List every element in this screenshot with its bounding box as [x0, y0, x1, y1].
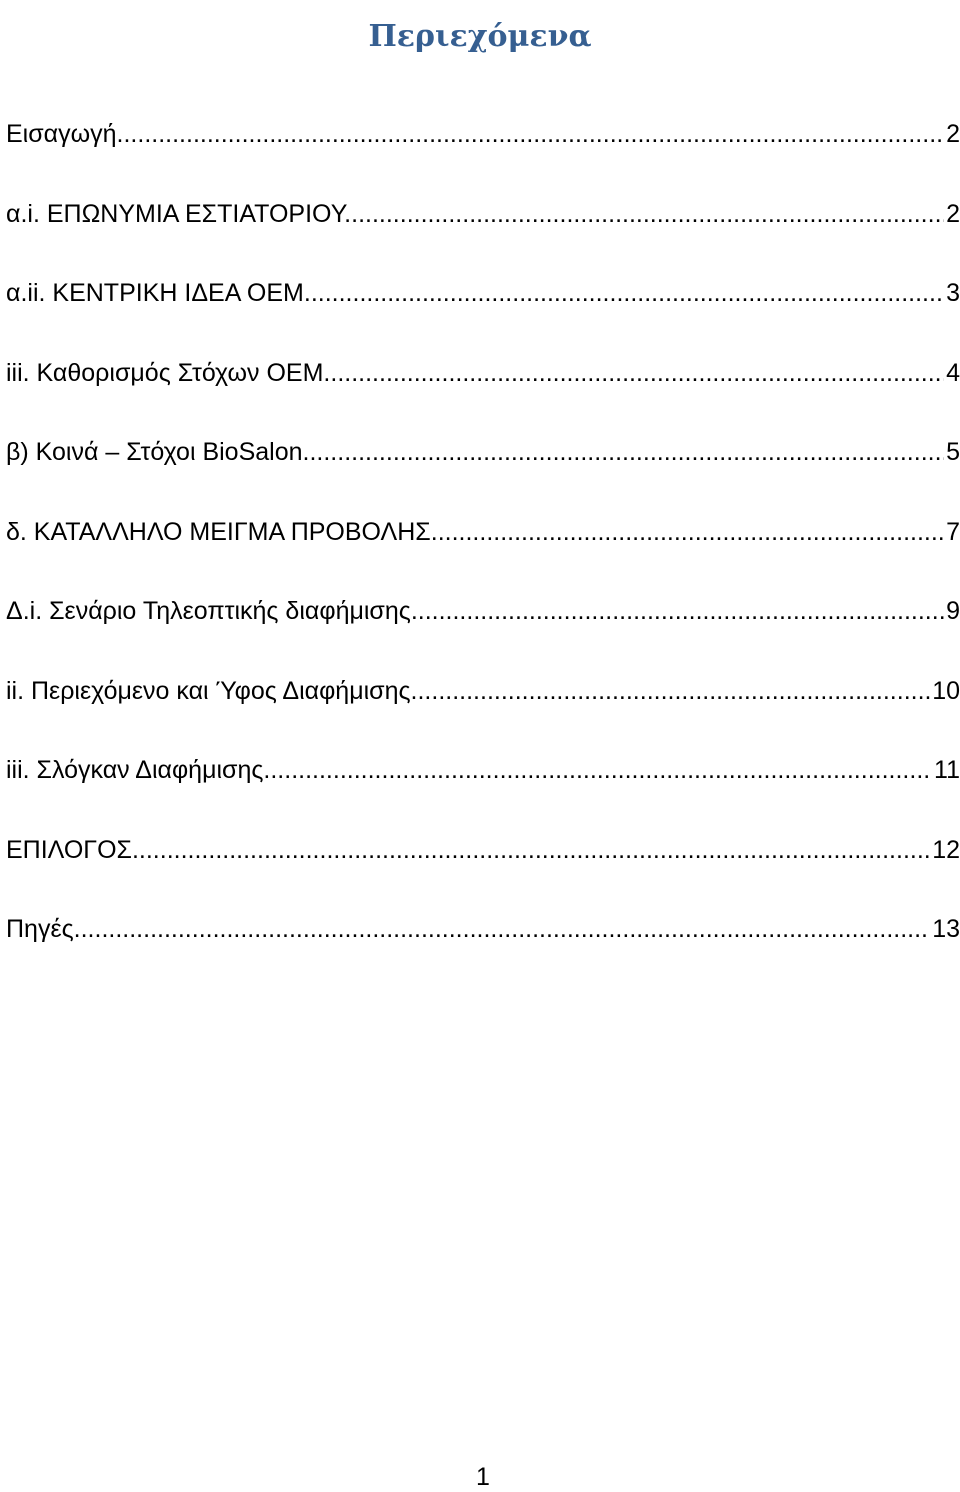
toc-dot-leader — [351, 194, 944, 234]
toc-entry-slogan[interactable] — [6, 750, 960, 830]
toc-entry-page: 10 — [932, 676, 960, 705]
toc-entry-page: 12 — [932, 835, 960, 864]
toc-entry-label: Πηγές. — [6, 915, 81, 943]
toc-entry-label: δ. ΚΑΤΑΛΛΗΛΟ ΜΕΙΓΜΑ ΠΡΟΒΟΛΗΣ — [6, 517, 431, 546]
toc-entry-epilogue[interactable] — [6, 830, 960, 910]
toc-entry-page: 4 — [946, 358, 960, 387]
toc-entry-label: β) Κοινά – Στόχοι BioSalon. — [6, 438, 310, 466]
toc-entry-label: Εισαγωγή. — [6, 120, 124, 148]
toc-dot-leader — [311, 273, 944, 313]
toc-entry-page: 2 — [946, 199, 960, 228]
toc-dot-leader — [330, 353, 944, 393]
toc-entry-label: α.ii. ΚΕΝΤΡΙΚΗ ΙΔΕΑ ΟΕΜ. — [6, 279, 311, 307]
toc-entry-label: ii. Περιεχόμενο και Ύφος Διαφήμισης. — [6, 676, 418, 705]
toc-entry-page: 11 — [934, 756, 960, 784]
toc-entry-page: 7 — [946, 517, 960, 546]
toc-entry-label: iii. Σλόγκαν Διαφήμισης. — [6, 756, 271, 784]
toc-title: Περιεχόμενα — [368, 19, 592, 55]
toc-entry-introduction[interactable] — [6, 114, 960, 194]
toc-entry-audiences[interactable] — [6, 432, 960, 512]
toc-dot-leader — [81, 909, 931, 949]
toc-entry-sources[interactable] — [6, 909, 960, 989]
toc-entry-page: 9 — [946, 597, 960, 625]
page-number: 1 — [476, 1463, 490, 1491]
toc-entry-label: α.i. ΕΠΩΝΥΜΙΑ ΕΣΤΙΑΤΟΡΙΟΥ. — [6, 199, 352, 228]
toc-entry-page: 2 — [946, 120, 960, 148]
toc-entry-promotion-mix[interactable] — [6, 512, 960, 592]
toc-entry-central-idea[interactable] — [6, 273, 960, 353]
toc-entry-page: 5 — [946, 438, 960, 466]
toc-entry-page: 13 — [932, 915, 960, 943]
toc-entry-restaurant-name[interactable] — [6, 194, 960, 274]
toc-entry-ad-content[interactable] — [6, 671, 960, 751]
toc-entry-page: 3 — [946, 279, 960, 307]
toc-entry-tv-scenario[interactable] — [6, 591, 960, 671]
toc-entry-label: Δ.i. Σενάριο Τηλεοπτικής διαφήμισης — [6, 597, 411, 625]
toc-dot-leader — [417, 671, 930, 711]
toc-dot-leader — [132, 830, 930, 870]
toc-dot-leader — [123, 114, 944, 154]
table-of-contents — [6, 114, 960, 989]
toc-dot-leader — [411, 591, 944, 631]
toc-entry-label: ΕΠΙΛΟΓΟΣ — [6, 835, 132, 864]
toc-dot-leader — [431, 512, 944, 552]
toc-entry-goals[interactable] — [6, 353, 960, 433]
toc-entry-label: iii. Καθορισμός Στόχων ΟΕΜ. — [6, 358, 331, 387]
toc-dot-leader — [309, 432, 944, 472]
toc-dot-leader — [270, 750, 932, 790]
